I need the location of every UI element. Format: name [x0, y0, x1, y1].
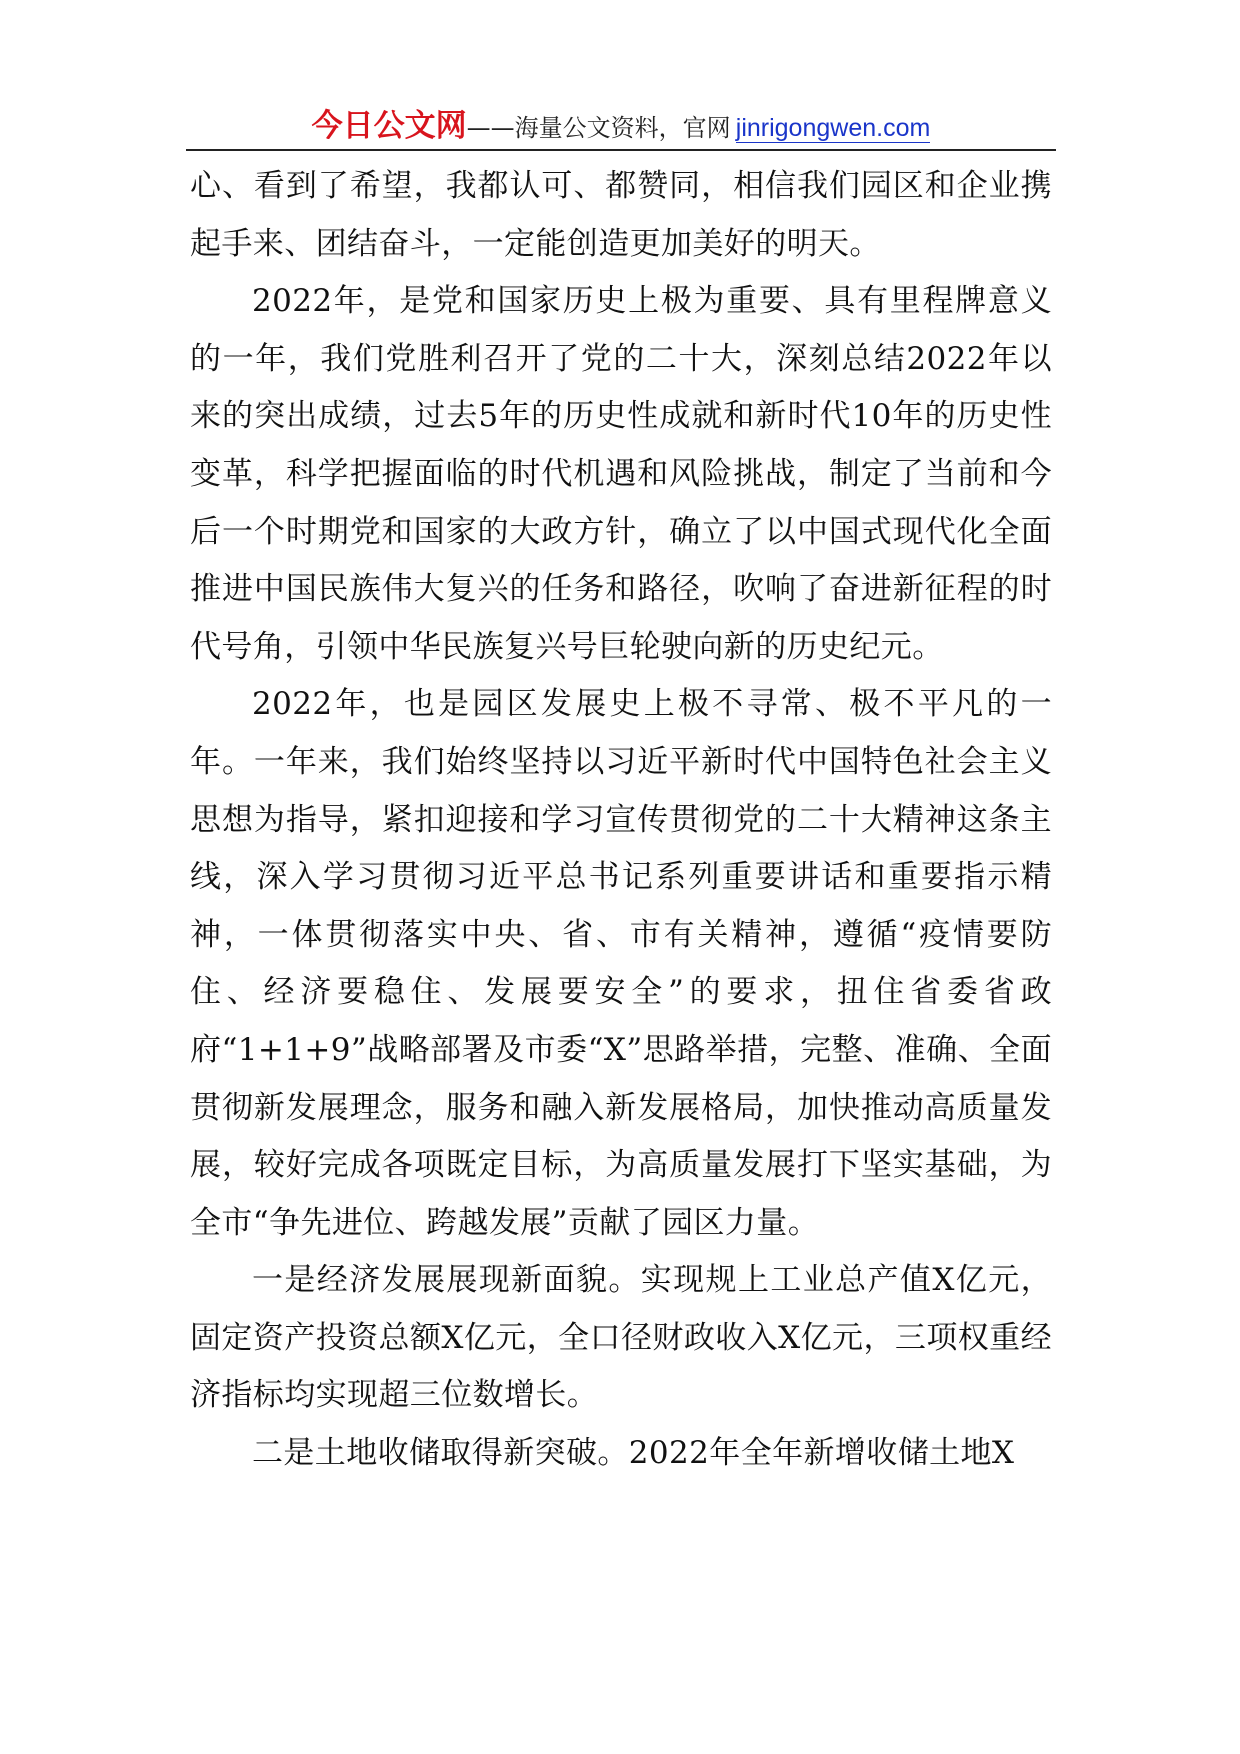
- paragraph-land: 二是土地收储取得新突破。2022年全年新增收储土地X: [252, 1435, 1015, 1472]
- site-tagline: ——海量公文资料，官网: [466, 114, 731, 142]
- paragraph-2022-park: 2022年，也是园区发展史上极不寻常、极不平凡的一年。一年来，我们始终坚持以习近平新时代中国特色社会主义思想为指导，紧扣迎接和学习宣传贯彻党的二十大精神这条主线，深入学习贯彻习近平总书记系列重要讲话和重要指示精神，一体贯彻落实中央、省、市有关精神，遵循“疫情要防住、经济要稳住、发展要安全”的要求，扭住省委省政府“1+1+9”战略部署及市委“X”思路举措，完整、准确、全面贯彻新发展理念，服务和融入新发展格局，加快推动高质量发展，较好完成各项既定目标，为高质量发展打下坚实基础，为全市“争先进位、跨越发展”贡献了园区力量。: [190, 686, 1052, 1241]
- document-body: [190, 158, 1052, 1483]
- header-divider: [186, 149, 1056, 151]
- paragraph-2022-party: 2022年，是党和国家历史上极为重要、具有里程牌意义的一年，我们党胜利召开了党的二十大，深刻总结2022年以来的突出成绩，过去5年的历史性成就和新时代10年的历史性变革，科学把握面临的时代机遇和风险挑战，制定了当前和今后一个时期党和国家的大政方针，确立了以中国式现代化全面推进中国民族伟大复兴的任务和路径，吹响了奋进新征程的时代号角，引领中华民族复兴号巨轮驶向新的历史纪元。: [190, 283, 1052, 665]
- page-header: [186, 100, 1056, 152]
- site-brand: 今日公文网: [311, 108, 467, 144]
- site-url-link[interactable]: jinrigongwen.com: [735, 114, 931, 142]
- paragraph-economy: 一是经济发展展现新面貌。实现规上工业总产值X亿元，固定资产投资总额X亿元，全口径财政收入X亿元，三项权重经济指标均实现超三位数增长。: [190, 1262, 1052, 1414]
- paragraph-continuation: 心、看到了希望，我都认可、都赞同，相信我们园区和企业携起手来、团结奋斗，一定能创造更加美好的明天。: [190, 168, 1052, 262]
